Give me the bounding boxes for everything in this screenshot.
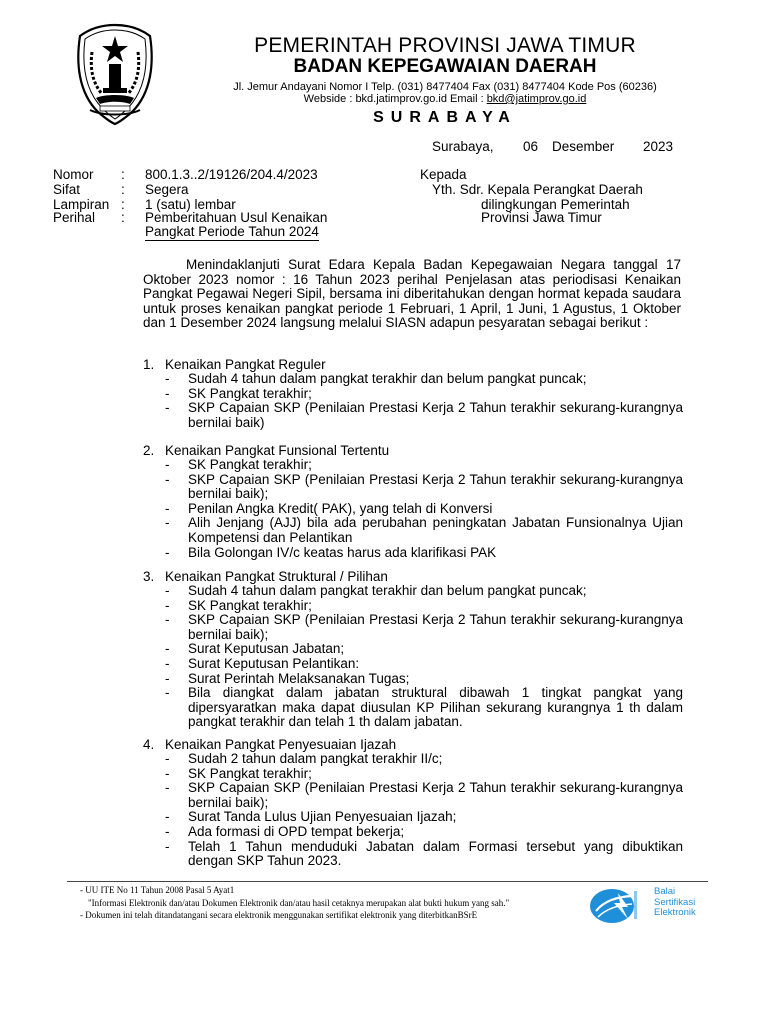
requirement-item-text: Ada formasi di OPD tempat bekerja;	[188, 823, 405, 839]
requirement-item-text: Alih Jenjang (AJJ) bila ada perubahan peningkatan Jabatan Funsionalnya Ujian Kompetensi dan Pelantikan	[188, 515, 683, 545]
meta-label-perihal: Perihal	[53, 210, 96, 225]
requirement-item-text: SKP Capaian SKP (Penilaian Prestasi Kerja 2 Tahun terakhir sekurang-kurangnya bernilai baik);	[188, 612, 683, 642]
requirement-item-text: Sudah 4 tahun dalam pangkat terakhir dan belum pangkat puncak;	[188, 583, 587, 598]
website-text: Webside : bkd.jatimprov.go.id Email :	[303, 93, 487, 105]
bullet-dash: -	[165, 670, 170, 686]
requirement-item	[165, 767, 683, 782]
section-title-text: Kenaikan Pangkat Struktural / Pilihan	[165, 569, 388, 584]
date-month: Desember	[552, 139, 615, 154]
requirement-item	[165, 613, 683, 642]
requirement-item	[165, 502, 683, 517]
requirement-item	[165, 516, 683, 545]
requirement-item-text: SK Pangkat terakhir;	[188, 457, 312, 472]
requirement-item	[165, 546, 683, 561]
section-title-text: Kenaikan Pangkat Funsional Tertentu	[165, 443, 390, 458]
bullet-dash: -	[165, 838, 170, 854]
agency-website-line	[160, 93, 730, 106]
section-title	[143, 569, 683, 584]
requirement-item-text: SK Pangkat terakhir;	[188, 765, 312, 781]
requirement-item	[165, 752, 683, 767]
bullet-dash: -	[165, 751, 170, 766]
requirement-item	[165, 401, 683, 430]
meta-value-nomor: 800.1.3..2/19126/204.4/2023	[145, 167, 318, 182]
agency-name: BADAN KEPEGAWAIAN DAERAH	[293, 56, 597, 77]
bullet-dash: -	[165, 809, 170, 825]
bullet-dash: -	[165, 515, 170, 531]
bullet-dash: -	[165, 583, 170, 598]
bullet-dash: -	[165, 500, 170, 516]
section-number: 3.	[143, 569, 155, 584]
requirement-section	[143, 357, 683, 430]
requirement-item	[165, 584, 683, 599]
requirement-item-text: Surat Keputusan Pelantikan:	[188, 655, 360, 671]
section-number: 2.	[143, 443, 155, 458]
section-title	[143, 737, 683, 752]
requirement-item	[165, 372, 683, 387]
meta-value-perihal-line2: Pangkat Periode Tahun 2024	[145, 224, 319, 239]
meta-colon: :	[121, 210, 125, 225]
requirement-item	[165, 686, 683, 730]
requirement-item	[165, 473, 683, 502]
meta-label-nomor: Nomor	[53, 167, 94, 182]
meta-colon: :	[121, 167, 125, 182]
section-number: 1.	[143, 357, 155, 372]
letterhead-city: SURABAYA	[373, 109, 517, 126]
footer-note-law: - UU ITE No 11 Tahun 2008 Pasal 5 Ayat1	[80, 885, 235, 895]
recipient-line-3: Provinsi Jawa Timur	[481, 210, 602, 225]
date-day: 06	[523, 139, 539, 154]
bullet-dash: -	[165, 457, 170, 472]
bullet-dash: -	[165, 823, 170, 839]
requirement-item-text: SK Pangkat terakhir;	[188, 385, 312, 401]
requirement-item	[165, 458, 683, 473]
requirement-item-text: Bila Golongan IV/c keatas harus ada klarifikasi PAK	[188, 544, 497, 560]
east-java-emblem-icon	[72, 22, 158, 126]
requirement-item-text: Sudah 2 tahun dalam pangkat terakhir II/c;	[188, 751, 443, 766]
bullet-dash: -	[165, 641, 170, 657]
body-intro-paragraph: Menindaklanjuti Surat Edara Kepala Badan Kepegawaian Negara tanggal 17 Oktober 2023 nomor : 16 Tahun 2023 perihal Penjelasan atas periodisasi Kenaikan Pangkat Pegawai Negeri Sipil, bersama ini diberitahukan dengan hormat kepada saudara untuk proses kenaikan pangkat periode 1 Februari, 1 April, 1 Juni, 1 Agustus, 1 Oktober dan 1 Desember 2024 langsung melalui SIASN adapun pesyaratan sebagai berikut :	[143, 257, 681, 331]
bullet-dash: -	[165, 371, 170, 386]
requirement-item-text: Sudah 4 tahun dalam pangkat terakhir dan belum pangkat puncak;	[188, 371, 587, 386]
bullet-dash: -	[165, 765, 170, 781]
requirement-item-text: Bila diangkat dalam jabatan struktural dibawah 1 tingkat pangkat yang dipersyaratkan maka dapat diusulan KP Pilihan sekurang kurangnya 1 th dalam pangkat terakhir dan telah 1 th dalam jabatan.	[188, 685, 683, 730]
requirement-item-text: Surat Keputusan Jabatan;	[188, 641, 345, 657]
requirement-section	[143, 737, 683, 869]
date-place: Surabaya,	[432, 139, 494, 154]
bullet-dash: -	[165, 597, 170, 613]
meta-label-sifat: Sifat	[53, 182, 81, 197]
meta-value-lampiran: 1 (satu) lembar	[145, 197, 236, 212]
requirement-item	[165, 781, 683, 810]
section-title-text: Kenaikan Pangkat Penyesuaian Ijazah	[165, 737, 397, 752]
agency-address: Jl. Jemur Andayani Nomor I Telp. (031) 8477404 Fax (031) 8477404 Kode Pos (60236)	[233, 81, 657, 93]
date-year: 2023	[643, 139, 674, 154]
requirement-item-text: SKP Capaian SKP (Penilaian Prestasi Kerja 2 Tahun terakhir sekurang-kurangnya bernilai baik)	[188, 400, 683, 430]
bullet-dash: -	[165, 400, 170, 416]
meta-value-perihal: Pemberitahuan Usul Kenaikan	[145, 210, 328, 225]
meta-label-lampiran: Lampiran	[53, 197, 110, 212]
bsre-label-line-1: Balai	[654, 886, 676, 897]
footer-divider	[67, 881, 708, 882]
bullet-dash: -	[165, 612, 170, 628]
requirement-item	[165, 642, 683, 657]
requirement-section	[143, 569, 683, 730]
bullet-dash: -	[165, 471, 170, 487]
bullet-dash: -	[165, 544, 170, 560]
requirement-item-text: Surat Tanda Lulus Ujian Penyesuaian Ijazah;	[188, 809, 457, 825]
section-title-text: Kenaikan Pangkat Reguler	[165, 357, 326, 372]
email-link[interactable]: bkd@jatimprov.go.id	[486, 93, 587, 105]
requirement-item-text: SK Pangkat terakhir;	[188, 597, 312, 613]
section-title	[143, 357, 683, 372]
section-title	[143, 443, 683, 458]
bsre-label-line-3: Elektronik	[654, 907, 696, 918]
meta-value-sifat: Segera	[145, 182, 189, 197]
requirement-item	[165, 387, 683, 402]
requirement-item	[165, 599, 683, 614]
requirement-item-text: Surat Perintah Melaksanakan Tugas;	[188, 670, 410, 686]
government-name: PEMERINTAH PROVINSI JAWA TIMUR	[254, 34, 636, 57]
recipient-line-2: dilingkungan Pemerintah	[481, 197, 630, 212]
requirement-item	[165, 810, 683, 825]
meta-colon: :	[121, 182, 125, 197]
requirement-item-text: Telah 1 Tahun menduduki Jabatan dalam Formasi tersebut yang dibuktikan dengan SKP Tahun 2023.	[188, 838, 683, 869]
requirement-item	[165, 657, 683, 672]
bsre-logo-icon	[588, 887, 648, 925]
bullet-dash: -	[165, 685, 170, 701]
recipient-heading: Kepada	[420, 167, 467, 182]
section-number: 4.	[143, 737, 155, 752]
meta-colon: :	[121, 197, 125, 212]
bsre-label	[654, 887, 714, 919]
footer-note-quote: "Informasi Elektronik dan/atau Dokumen Elektronik dan/atau hasil cetaknya merupakan alat bukti hukum yang sah."	[88, 898, 510, 908]
bullet-dash: -	[165, 655, 170, 671]
recipient-line-1: Yth. Sdr. Kepala Perangkat Daerah	[432, 182, 643, 197]
requirement-item-text: Penilan Angka Kredit( PAK), yang telah di Konversi	[188, 500, 493, 516]
requirement-item-text: SKP Capaian SKP (Penilaian Prestasi Kerja 2 Tahun terakhir sekurang-kurangnya bernilai baik);	[188, 471, 683, 502]
bullet-dash: -	[165, 780, 170, 796]
bullet-dash: -	[165, 385, 170, 401]
footer-note-signature: - Dokumen ini telah ditandatangani secara elektronik menggunakan sertifikat elektronik yang diterbitkanBSrE	[80, 910, 478, 920]
bsre-label-line-2: Sertifikasi	[654, 896, 696, 908]
requirement-item	[165, 825, 683, 840]
requirement-item-text: SKP Capaian SKP (Penilaian Prestasi Kerja 2 Tahun terakhir sekurang-kurangnya bernilai baik);	[188, 780, 683, 810]
requirement-section	[143, 443, 683, 560]
requirement-item	[165, 672, 683, 687]
requirement-item	[165, 840, 683, 869]
